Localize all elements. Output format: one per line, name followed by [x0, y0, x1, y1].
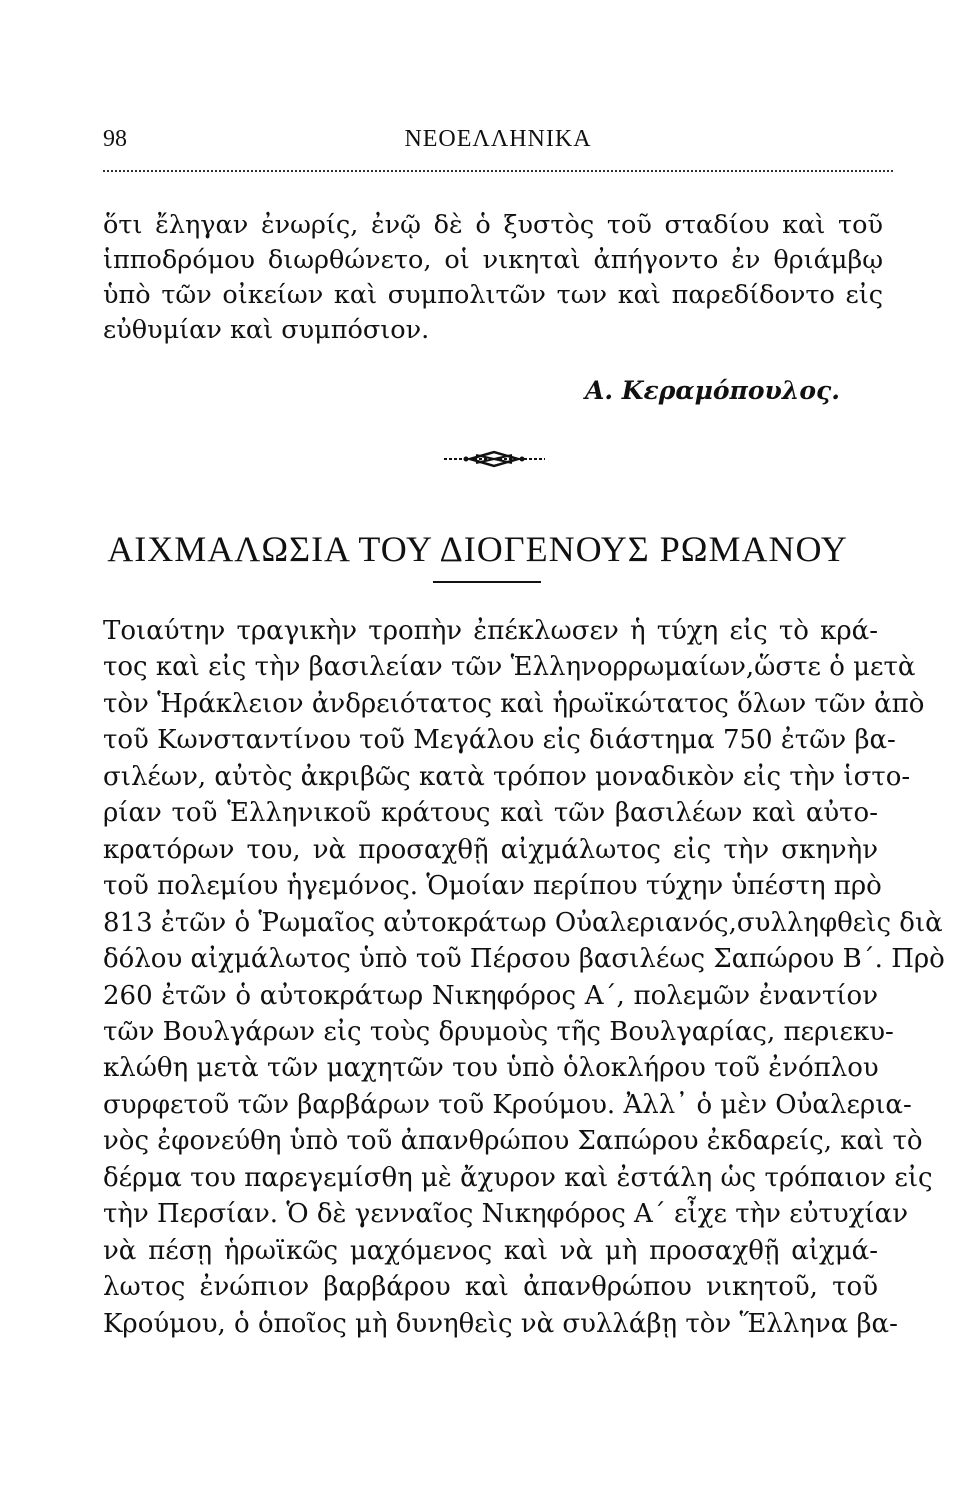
text-line: Τοιαύτην τραγικὴν τροπὴν ἐπέκλωσεν ἡ τύχη εἰς τὸ κρά- [103, 616, 878, 646]
header-dotted-rule [103, 170, 893, 172]
text-line: τος καὶ εἰς τὴν βασιλείαν τῶν Ἑλληνορρωμαίων,ὥστε ὁ μετὰ [103, 652, 916, 683]
text-line: ρίαν τοῦ Ἑλληνικοῦ κράτους καὶ τῶν βασιλέων καὶ αὐτο- [103, 798, 878, 829]
text-line: Κρούμου, ὁ ὁποῖος μὴ δυνηθεὶς νὰ συλλάβῃ τὸν Ἕλληνα βα- [103, 1308, 898, 1339]
text-line: σιλέων, αὐτὸς ἀκριβῶς κατὰ τρόπον μοναδικὸν εἰς τὴν ἱστο- [103, 761, 911, 792]
text-line: ἱπποδρόμου διωρθώνετο, οἱ νικηταὶ ἀπήγοντο ἐν θριάμβῳ [103, 245, 883, 275]
text-line: τῶν Βουλγάρων εἰς τοὺς δρυμοὺς τῆς Βουλγαρίας, περιεκυ- [103, 1016, 894, 1047]
text-line: 813 ἐτῶν ὁ Ῥωμαῖος αὐτοκράτωρ Οὐαλεριανός,συλληφθεὶς διὰ [103, 907, 943, 938]
title-underline [433, 581, 541, 583]
ornament-divider-icon [442, 447, 547, 471]
text-line: ὑπὸ τῶν οἰκείων καὶ συμπολιτῶν των καὶ παρεδίδοντο εἰς [103, 280, 883, 310]
intro-paragraph [103, 208, 883, 348]
running-head: ΝΕΟΕΛΛΗΝΙΚΑ [404, 126, 592, 152]
text-line: συρφετοῦ τῶν βαρβάρων τοῦ Κρούμου. Ἀλλ᾽ ὁ μὲν Οὐαλερια- [103, 1089, 912, 1120]
page-header [103, 126, 893, 162]
text-line: εὐθυμίαν καὶ συμπόσιον. [103, 315, 430, 345]
text-line: 260 ἐτῶν ὁ αὐτοκράτωρ Νικηφόρος Α΄, πολεμῶν ἐναντίον [103, 980, 878, 1011]
text-line: δέρμα του παρεγεμίσθη μὲ ἄχυρον καὶ ἐστάλη ὡς τρόπαιον εἰς [103, 1162, 933, 1193]
text-line: τοῦ πολεμίου ἡγεμόνος. Ὁμοίαν περίπου τύχην ὑπέστη πρὸ [103, 871, 882, 902]
text-line: νὰ πέσῃ ἡρωϊκῶς μαχόμενος καὶ νὰ μὴ προσαχθῇ αἰχμά- [103, 1235, 878, 1266]
page-number: 98 [103, 126, 127, 152]
text-line: τοῦ Κωνσταντίνου τοῦ Μεγάλου εἰς διάστημα 750 ἐτῶν βα- [103, 725, 896, 756]
text-line: τὴν Περσίαν. Ὁ δὲ γενναῖος Νικηφόρος Α΄ εἶχε τὴν εὐτυχίαν [103, 1199, 909, 1230]
text-line: λωτος ἐνώπιον βαρβάρου καὶ ἀπανθρώπου νικητοῦ, τοῦ [103, 1272, 878, 1303]
article-body [103, 613, 945, 1342]
text-line: κλώθη μετὰ τῶν μαχητῶν του ὑπὸ ὁλοκλήρου τοῦ ἐνόπλου [103, 1053, 879, 1084]
author-signature: Α. Κεραμόπουλος. [584, 376, 840, 405]
text-line: τὸν Ἡράκλειον ἀνδρειότατος καὶ ἡρωϊκώτατος ὅλων τῶν ἀπὸ [103, 688, 925, 719]
article-title: ΑΙΧΜΑΛΩΣΙΑ ΤΟΥ ΔΙΟΓΕΝΟΥΣ ΡΩΜΑΝΟΥ [107, 529, 848, 569]
text-line: ὅτι ἔληγαν ἐνωρίς, ἐνῷ δὲ ὁ ξυστὸς τοῦ σταδίου καὶ τοῦ [103, 210, 883, 240]
text-line: δόλου αἰχμάλωτος ὑπὸ τοῦ Πέρσου βασιλέως Σαπώρου Β΄. Πρὸ [103, 944, 945, 975]
text-line: κρατόρων του, νὰ προσαχθῇ αἰχμάλωτος εἰς τὴν σκηνὴν [103, 834, 878, 865]
text-line: νὸς ἐφονεύθη ὑπὸ τοῦ ἀπανθρώπου Σαπώρου ἐκδαρείς, καὶ τὸ [103, 1126, 923, 1157]
